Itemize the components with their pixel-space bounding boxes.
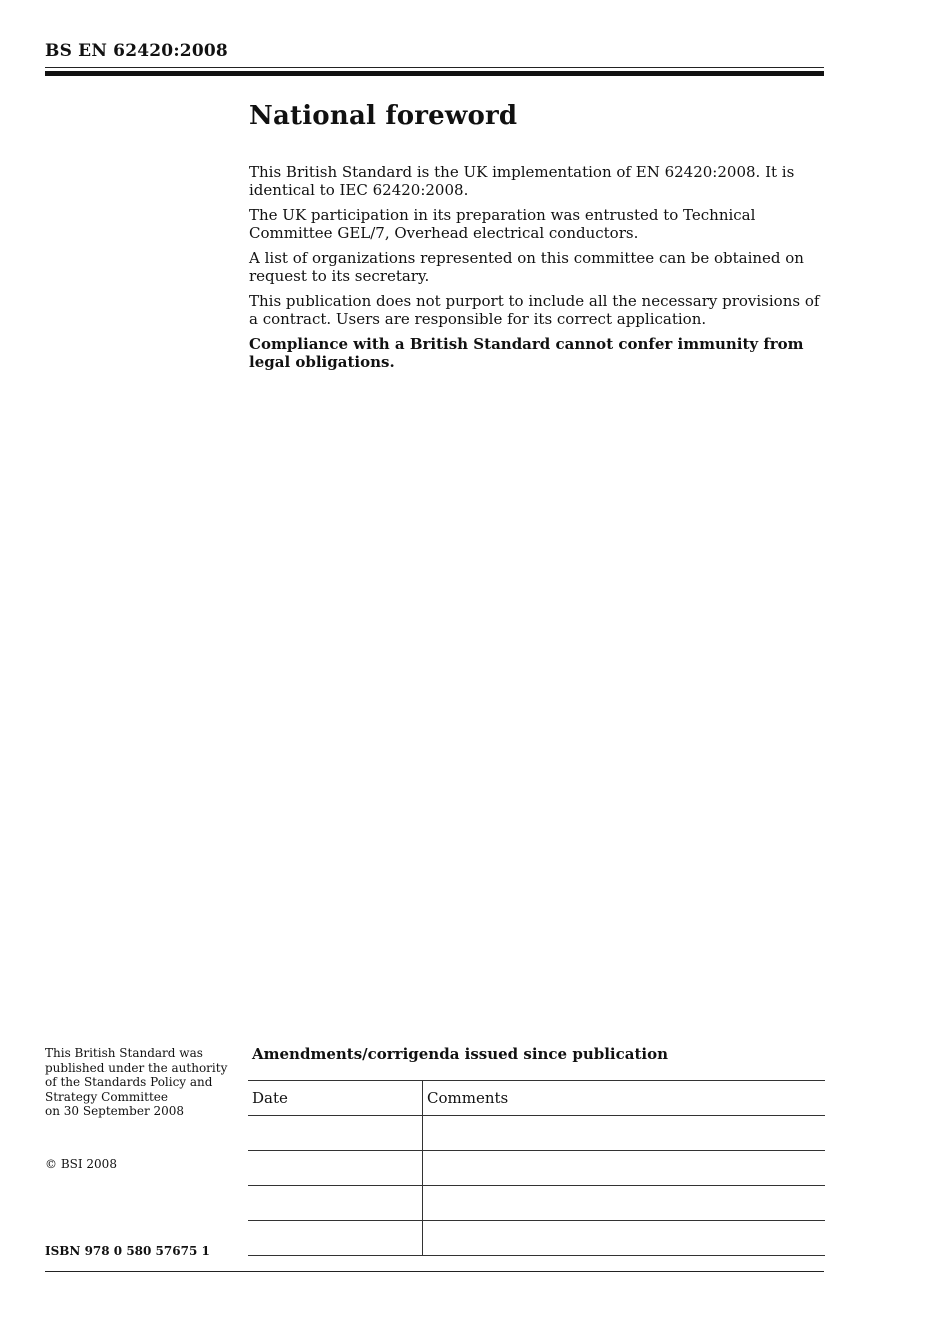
column-header-date: Date	[248, 1081, 423, 1116]
isbn: ISBN 978 0 580 57675 1	[45, 1244, 210, 1258]
date-cell	[248, 1221, 423, 1256]
amendments-heading: Amendments/corrigenda issued since publication	[252, 1045, 668, 1063]
publication-note-line: on 30 September 2008	[45, 1104, 185, 1118]
header-rule-thick	[45, 71, 824, 76]
amendments-table	[248, 1080, 825, 1256]
foreword-body	[249, 163, 827, 378]
header-rule-thin	[45, 67, 824, 68]
compliance-note: Compliance with a British Standard cannot confer immunity from legal obligations.	[249, 335, 804, 371]
table-row	[248, 1186, 825, 1221]
comments-cell	[423, 1151, 826, 1186]
publication-note-line: Strategy Committee	[45, 1089, 168, 1104]
table-row	[248, 1221, 825, 1256]
paragraph-implementation: This British Standard is the UK implementation of EN 62420:2008. It is identical to IEC 62420:2008.	[249, 163, 795, 199]
table-header-row	[248, 1081, 825, 1116]
publication-note-line: published under the authority	[45, 1060, 228, 1075]
table-row	[248, 1116, 825, 1151]
date-cell	[248, 1116, 423, 1151]
footer-rule	[45, 1271, 824, 1272]
comments-cell	[423, 1186, 826, 1221]
comments-cell	[423, 1221, 826, 1256]
comments-cell	[423, 1116, 826, 1151]
copyright-notice: © BSI 2008	[45, 1157, 117, 1171]
paragraph-provisions: This publication does not purport to include all the necessary provisions of a contract. Users are responsible for its correct application.	[249, 292, 820, 328]
paragraph-organizations: A list of organizations represented on this committee can be obtained on request to its secretary.	[249, 249, 804, 285]
paragraph-committee: The UK participation in its preparation was entrusted to Technical Committee GEL/7, Overhead electrical conductors.	[249, 206, 756, 242]
date-cell	[248, 1151, 423, 1186]
table-row	[248, 1151, 825, 1186]
standard-identifier: BS EN 62420:2008	[45, 41, 228, 61]
publication-note	[45, 1046, 235, 1119]
page-title: National foreword	[249, 101, 518, 131]
date-cell	[248, 1186, 423, 1221]
column-header-comments: Comments	[423, 1081, 826, 1116]
publication-note-line: This British Standard was	[45, 1046, 203, 1060]
publication-note-line: of the Standards Policy and	[45, 1075, 213, 1089]
